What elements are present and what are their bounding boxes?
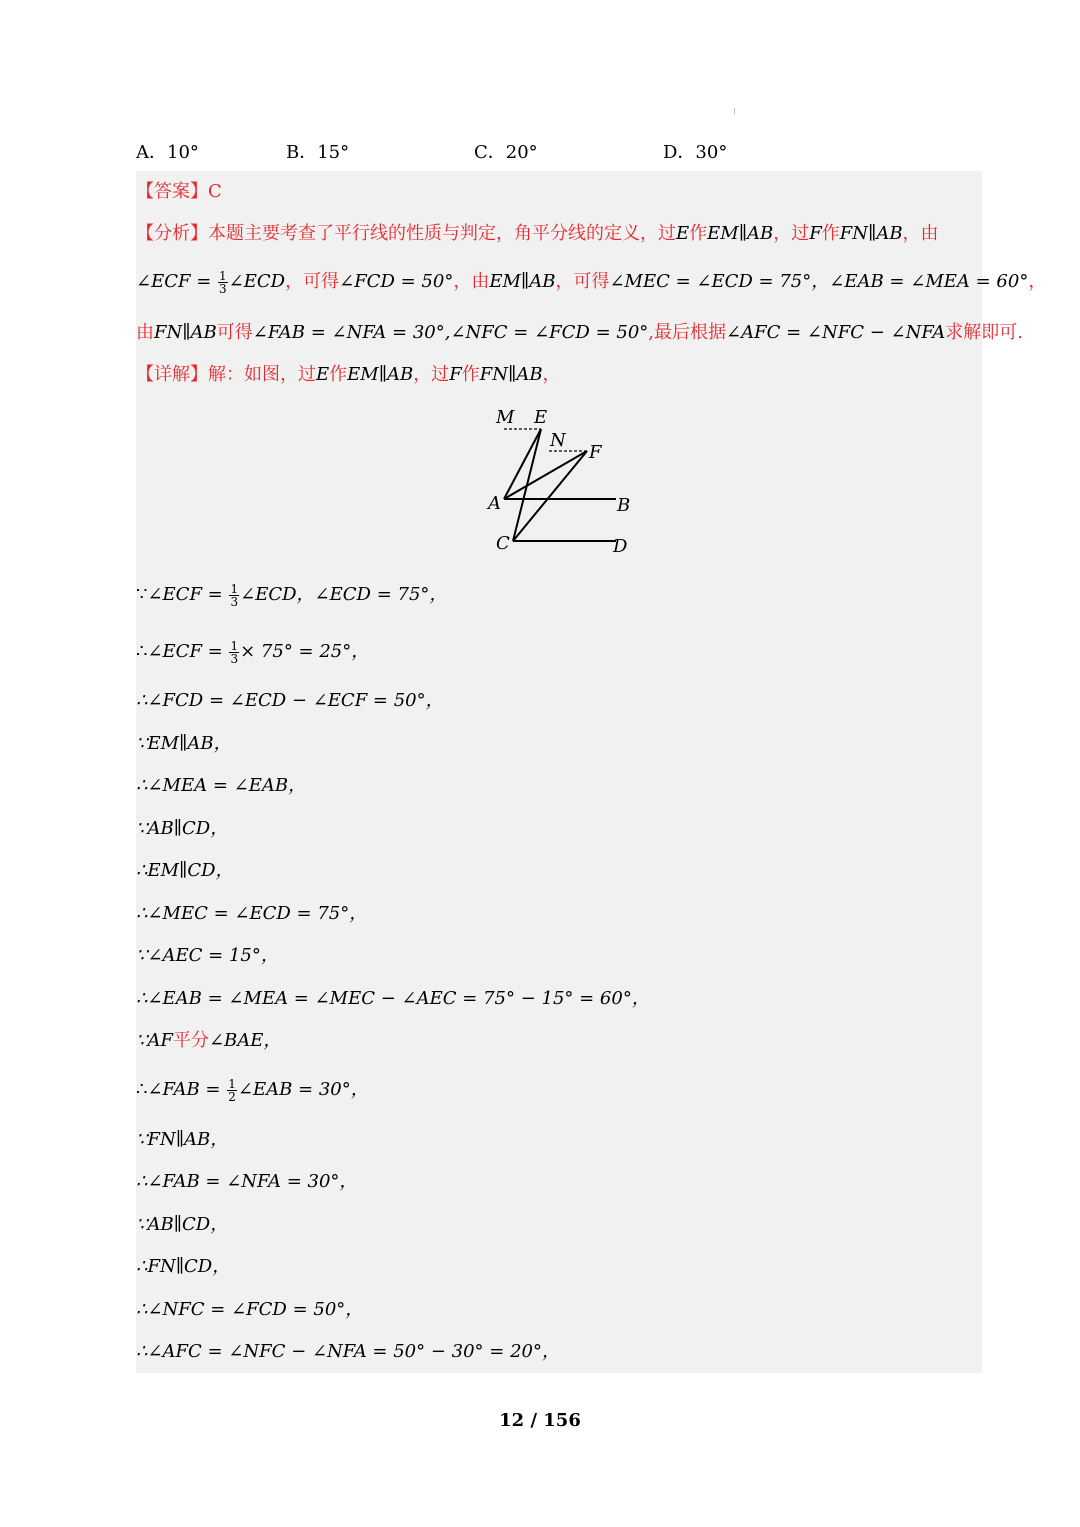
math-expr: ∠ECD，∠ECD = 75°，	[240, 584, 448, 605]
step-text: 平分	[172, 1030, 209, 1051]
math-expr: ∵AF	[136, 1030, 173, 1051]
step-line: ∵∠AEC = 15°，	[136, 945, 279, 966]
answer-value: C	[208, 181, 222, 202]
analysis-text: ,最后根据	[648, 322, 727, 343]
fraction-den: 3	[219, 281, 227, 296]
step-line: ∴∠MEA = ∠EAB，	[136, 775, 307, 796]
label-d: D	[613, 536, 628, 557]
therefore-symbol: ∴	[136, 1079, 148, 1100]
answer-line	[136, 179, 222, 205]
step-line: ∴∠AFC = ∠NFC − ∠NFA = 50° − 30° = 20°，	[136, 1341, 560, 1362]
step-line: ∴∠FAB = ∠NFA = 30°，	[136, 1171, 358, 1192]
analysis-text: ，	[1028, 271, 1047, 292]
step-line	[136, 639, 369, 665]
analysis-tag: 【分析】	[136, 223, 208, 244]
fraction-den: 3	[230, 594, 239, 609]
fraction-num: 1	[230, 581, 239, 596]
fraction-den: 3	[230, 651, 239, 666]
detail-text: ，	[542, 364, 561, 385]
label-a: A	[488, 493, 501, 514]
math-em-ab: EM∥AB	[489, 271, 556, 292]
because-symbol: ∵	[136, 584, 148, 605]
detail-text: ，过	[413, 364, 450, 385]
math-expr: ∠FAB =	[147, 1079, 221, 1100]
fraction-den: 2	[228, 1089, 236, 1104]
analysis-text: ，可得	[555, 271, 610, 292]
math-expr: ∠EAB = 30°，	[237, 1079, 369, 1100]
solution-panel	[136, 171, 1047, 1373]
detail-text: 作	[329, 364, 348, 385]
math-f: F	[809, 223, 822, 244]
option-d: D．30°	[663, 142, 728, 163]
fraction-one-third	[218, 270, 228, 295]
analysis-text: ，可得	[285, 271, 340, 292]
math-expr: ∠ECF =	[147, 584, 223, 605]
math-afc: ∠AFC = ∠NFC − ∠NFA	[726, 322, 946, 343]
analysis-text: 本题主要考查了平行线的性质与判定，角平分线的定义，过	[208, 223, 676, 244]
math-e: E	[676, 223, 690, 244]
answer-options	[136, 138, 996, 164]
detail-line-1	[136, 362, 561, 388]
math-angles: ∠FAB = ∠NFA = 30°,∠NFC = ∠FCD = 50°	[252, 322, 649, 343]
label-f: F	[589, 442, 602, 463]
label-e: E	[534, 407, 548, 428]
math-expr: × 75° = 25°，	[240, 641, 370, 662]
analysis-line-3	[136, 320, 1023, 346]
analysis-text: 求解即可.	[945, 322, 1023, 343]
step-line	[136, 1077, 369, 1103]
geometry-figure	[486, 401, 646, 561]
analysis-line-1	[136, 221, 939, 247]
math-angles: ∠MEC = ∠ECD = 75°，∠EAB = ∠MEA = 60°	[609, 271, 1029, 292]
label-b: B	[617, 495, 631, 516]
math-expr: ∠ECF =	[147, 641, 223, 662]
step-line: ∵FN∥AB，	[136, 1129, 229, 1150]
step-line: ∴∠FCD = ∠ECD − ∠ECF = 50°，	[136, 690, 444, 711]
page-number: 12 / 156	[499, 1410, 581, 1431]
step-line: ∵AB∥CD，	[136, 1214, 229, 1235]
detail-text: 解：如图，过	[208, 364, 316, 385]
analysis-text: 可得	[216, 322, 253, 343]
detail-tag: 【详解】	[136, 364, 208, 385]
option-c: C．20°	[474, 142, 538, 163]
label-n: N	[550, 430, 566, 451]
step-line: ∴FN∥CD，	[136, 1256, 231, 1277]
header-mark	[734, 108, 735, 114]
fraction-num: 1	[228, 1076, 236, 1091]
math-fn-ab: FN∥AB	[479, 364, 543, 385]
math-f: F	[449, 364, 462, 385]
step-line: ∴∠NFC = ∠FCD = 50°，	[136, 1299, 364, 1320]
fraction-one-third	[229, 583, 239, 608]
analysis-text: 作	[689, 223, 708, 244]
label-m: M	[496, 407, 515, 428]
detail-text: 作	[461, 364, 480, 385]
fraction-one-third	[229, 640, 239, 665]
analysis-text: 作	[821, 223, 840, 244]
analysis-text: ，由	[453, 271, 490, 292]
math-fn-ab: FN∥AB	[154, 322, 217, 343]
analysis-text: ，由	[902, 223, 939, 244]
math-ecd: ∠ECD	[228, 271, 286, 292]
math-expr: ∠BAE，	[208, 1030, 282, 1051]
math-fn-ab: FN∥AB	[839, 223, 903, 244]
option-b: B．15°	[286, 142, 350, 163]
math-e: E	[316, 364, 330, 385]
step-line: ∵EM∥AB，	[136, 733, 232, 754]
step-line: ∴EM∥CD，	[136, 860, 234, 881]
step-line: ∴∠MEC = ∠ECD = 75°，	[136, 903, 368, 924]
math-em-ab: EM∥AB	[347, 364, 414, 385]
option-a: A．10°	[136, 142, 199, 163]
step-line: ∴∠EAB = ∠MEA = ∠MEC − ∠AEC = 75° − 15° = 60°，	[136, 988, 650, 1009]
fraction-num: 1	[230, 638, 239, 653]
analysis-text: ，过	[773, 223, 810, 244]
answer-tag: 【答案】	[136, 181, 208, 202]
step-line	[136, 1028, 281, 1054]
fraction-one-half	[227, 1078, 237, 1103]
step-line	[136, 582, 447, 608]
step-line: ∵AB∥CD，	[136, 818, 229, 839]
fraction-num: 1	[219, 268, 227, 283]
analysis-line-2	[136, 269, 1046, 295]
analysis-text: 由	[136, 322, 154, 343]
label-c: C	[496, 533, 510, 554]
therefore-symbol: ∴	[136, 641, 148, 662]
math-fcd: ∠FCD = 50°	[339, 271, 454, 292]
math-em-ab: EM∥AB	[707, 223, 774, 244]
math-ecf: ∠ECF =	[136, 271, 212, 292]
